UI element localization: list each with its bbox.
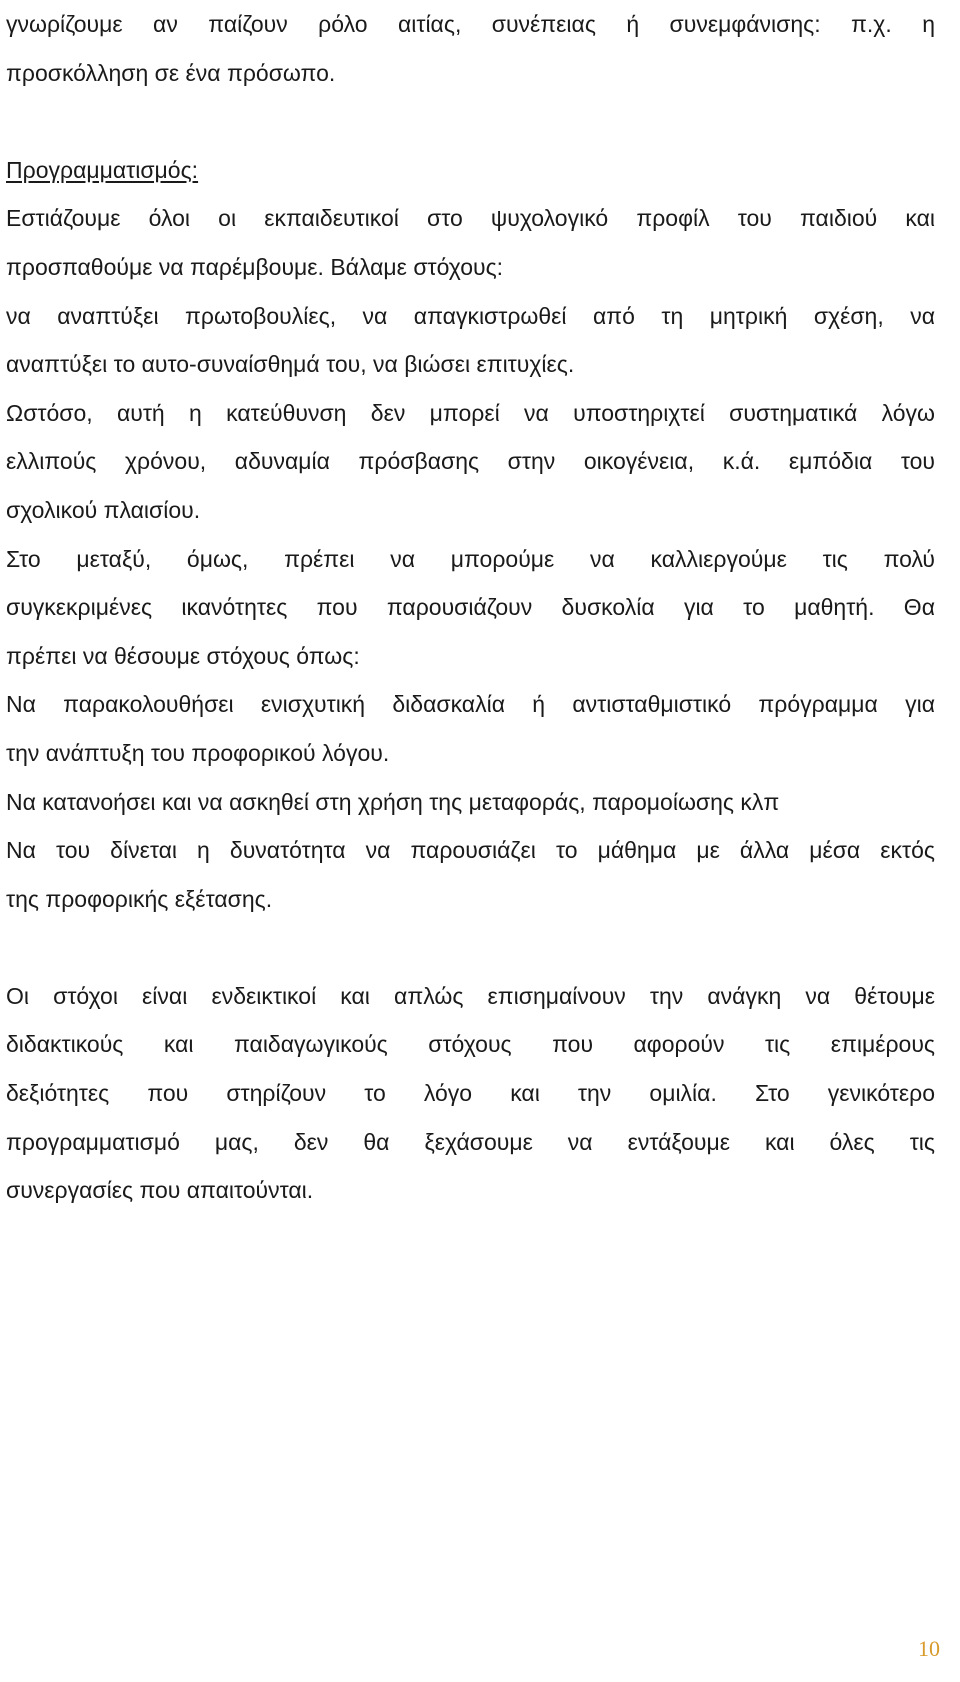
text-line: αναπτύξει το αυτο-συναίσθημά του, να βιώσει επιτυχίες.: [6, 351, 575, 378]
text-line: διδακτικούς και παιδαγωγικούς στόχους που αφορούν τις επιμέρους: [6, 1031, 935, 1058]
text-line: Να του δίνεται η δυνατότητα να παρουσιάζει το μάθημα με άλλα μέσα εκτός: [6, 837, 935, 864]
text-line: Να κατανοήσει και να ασκηθεί στη χρήση της μεταφοράς, παρομοίωσης κλπ: [6, 788, 780, 815]
text-line: την ανάπτυξη του προφορικού λόγου.: [6, 739, 390, 766]
text-line: γνωρίζουμε αν παίζουν ρόλο αιτίας, συνέπειας ή συνεμφάνισης: π.χ. η: [6, 11, 935, 37]
text-line: Στο μεταξύ, όμως, πρέπει να μπορούμε να καλλιεργούμε τις πολύ: [6, 545, 935, 572]
text-line: προσκόλληση σε ένα πρόσωπο.: [6, 59, 336, 86]
text-line: να αναπτύξει πρωτοβουλίες, να απαγκιστρωθεί από τη μητρική σχέση, να: [6, 302, 935, 329]
text-line: Εστιάζουμε όλοι οι εκπαιδευτικοί στο ψυχολογικό προφίλ του παιδιού και: [6, 205, 935, 232]
section-heading: Προγραμματισμός:: [6, 156, 199, 183]
text-line: Οι στόχοι είναι ενδεικτικοί και απλώς επισημαίνουν την ανάγκη να θέτουμε: [6, 982, 935, 1009]
text-line: συνεργασίες που απαιτούνται.: [6, 1177, 314, 1204]
text-line: της προφορικής εξέτασης.: [6, 885, 273, 912]
text-line: πρέπει να θέσουμε στόχους όπως:: [6, 642, 360, 669]
text-line: συγκεκριμένες ικανότητες που παρουσιάζουν δυσκολία για το μαθητή. Θα: [6, 594, 935, 621]
document-page: [6, 0, 935, 1215]
paragraph-gap: [6, 923, 935, 972]
paragraph-gap: [6, 97, 935, 146]
page-number: 10: [918, 1636, 940, 1661]
text-line: Να παρακολουθήσει ενισχυτική διδασκαλία ή αντισταθμιστικό πρόγραμμα για: [6, 691, 935, 718]
text-line: προσπαθούμε να παρέμβουμε. Βάλαμε στόχους:: [6, 253, 504, 280]
text-line: σχολικού πλαισίου.: [6, 496, 201, 523]
text-line: δεξιότητες που στηρίζουν το λόγο και την ομιλία. Στο γενικότερο: [6, 1080, 935, 1107]
text-line: Ωστόσο, αυτή η κατεύθυνση δεν μπορεί να υποστηριχτεί συστηματικά λόγω: [6, 399, 935, 426]
text-line: προγραμματισμό μας, δεν θα ξεχάσουμε να εντάξουμε και όλες τις: [6, 1128, 935, 1155]
text-line: ελλιπούς χρόνου, αδυναμία πρόσβασης στην οικογένεια, κ.ά. εμπόδια του: [6, 448, 935, 475]
